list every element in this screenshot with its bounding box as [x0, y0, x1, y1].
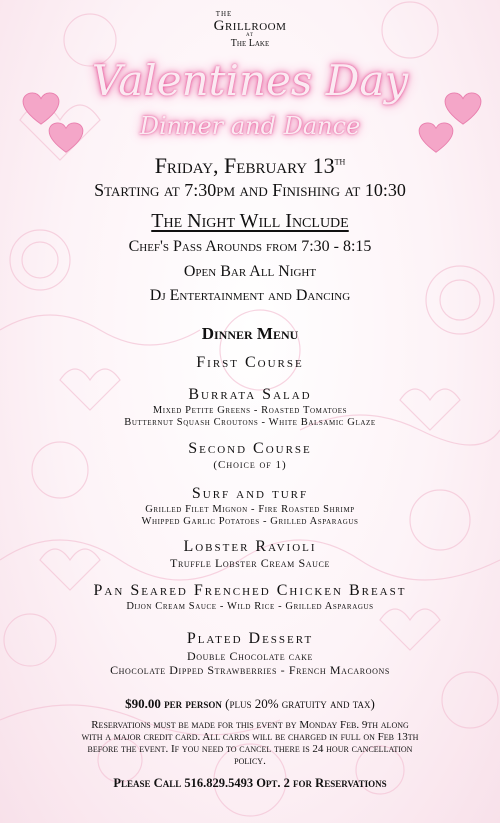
event-time: Starting at 7:30pm and Finishing at 10:30 — [94, 180, 406, 200]
dish-title: Pan Seared Frenched Chicken Breast — [93, 582, 407, 599]
hero-title: Valentines Day — [91, 56, 409, 105]
reservation-text: before the event. If you need to cancel there is 24 hour cancellation — [87, 743, 413, 755]
dish-detail: Whipped Garlic Potatoes - Grilled Asparagus — [141, 516, 359, 527]
contact-line: Please Call 516.829.5493 Opt. 2 for Reservations — [113, 776, 387, 790]
menu-heading: Dinner Menu — [201, 324, 299, 343]
hero-subtitle: Dinner and Dance — [139, 112, 361, 140]
brand-name: Grillroom — [213, 18, 287, 34]
reservation-text: policy. — [234, 755, 266, 767]
includes-heading — [0, 210, 500, 233]
reservation-text: with a major credit card. All cards will be charged in full on Feb 13th — [81, 731, 419, 743]
event-date-text: Friday, February 13 — [154, 153, 335, 178]
dish-detail: Chocolate Dipped Strawberries - French Macaroons — [110, 663, 390, 677]
course-heading: First Course — [196, 354, 304, 371]
dish-detail: Butternut Squash Croutons - White Balsamic Glaze — [124, 417, 376, 428]
include-item: Chef's Pass Arounds from 7:30 - 8:15 — [128, 238, 372, 255]
price-amount: $90.00 per person — [125, 696, 222, 711]
dish-title: Lobster Ravioli — [183, 538, 317, 555]
dish-title: Plated Dessert — [186, 630, 314, 647]
includes-heading-text: The Night Will Include — [151, 210, 349, 232]
price-line — [0, 696, 500, 712]
dish-detail: Mixed Petite Greens - Roasted Tomatoes — [152, 405, 348, 416]
include-item: Dj Entertainment and Dancing — [149, 287, 351, 304]
include-item: Open Bar All Night — [183, 263, 317, 280]
brand-prefix: THE — [215, 10, 233, 18]
dish-title: Burrata Salad — [188, 386, 312, 403]
course-heading: Second Course — [188, 440, 312, 457]
dish-detail: Grilled Filet Mignon - Fire Roasted Shrimp — [145, 504, 355, 515]
event-date — [0, 153, 500, 179]
dish-detail: Double Chocolate cake — [187, 649, 313, 663]
event-date-suffix: th — [334, 153, 346, 168]
price-extra: (plus 20% gratuity and tax) — [225, 696, 375, 711]
brand-location: The Lake — [230, 38, 270, 49]
dish-title: Surf and turf — [191, 485, 309, 502]
reservation-text: Reservations must be made for this event by Monday Feb. 9th along — [91, 719, 409, 731]
choice-note: (Choice of 1) — [213, 459, 287, 471]
brand-at: AT — [245, 33, 255, 38]
dish-detail: Truffle Lobster Cream Sauce — [170, 556, 330, 570]
dish-detail: Dijon Cream Sauce - Wild Rice - Grilled Asparagus — [126, 601, 374, 612]
